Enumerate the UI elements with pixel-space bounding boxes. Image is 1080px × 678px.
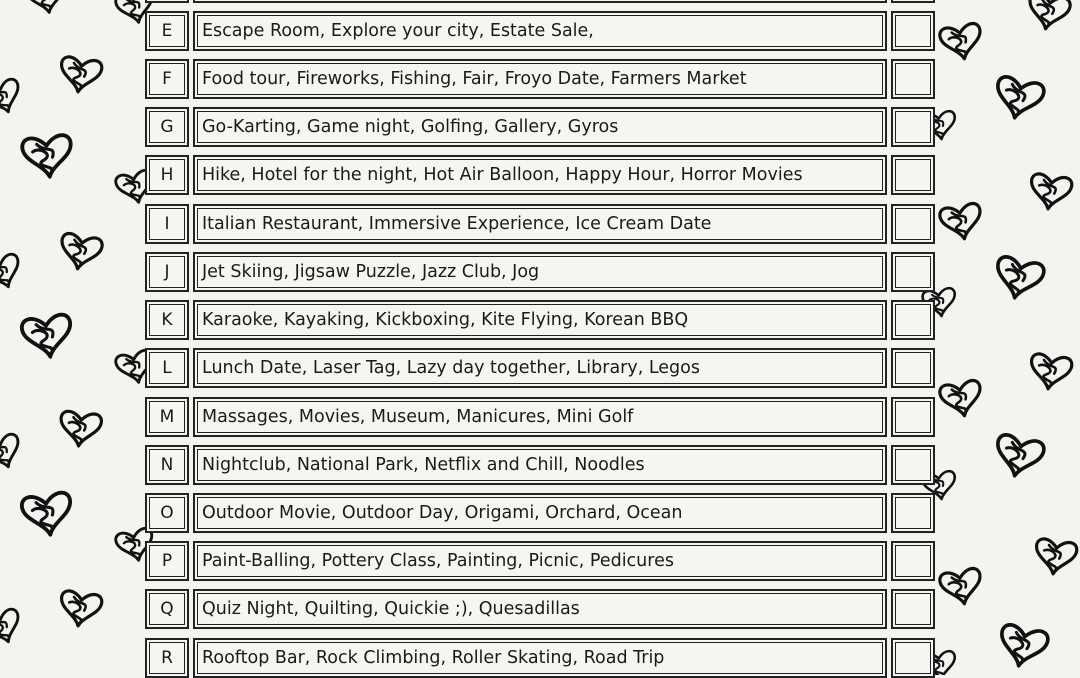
checkbox[interactable] — [891, 397, 935, 437]
list-row — [145, 541, 937, 585]
letter-cell: L — [145, 348, 189, 388]
letter-cell: M — [145, 397, 189, 437]
letter-cell — [145, 0, 189, 3]
ideas-cell: Food tour, Fireworks, Fishing, Fair, Froyo Date, Farmers Market — [193, 59, 887, 99]
letter-cell: N — [145, 445, 189, 485]
list-row — [145, 11, 937, 55]
letter-cell: I — [145, 204, 189, 244]
ideas-cell: Massages, Movies, Museum, Manicures, Mini Golf — [193, 397, 887, 437]
checkbox[interactable] — [891, 0, 935, 3]
letter-cell: Q — [145, 589, 189, 629]
ideas-cell: Outdoor Movie, Outdoor Day, Origami, Orchard, Ocean — [193, 493, 887, 533]
checkbox[interactable] — [891, 638, 935, 678]
list-row — [145, 107, 937, 151]
list-row — [145, 300, 937, 344]
ideas-cell: Go-Karting, Game night, Golfing, Gallery, Gyros — [193, 107, 887, 147]
checkbox[interactable] — [891, 155, 935, 195]
list-row — [145, 397, 937, 441]
letter-cell: J — [145, 252, 189, 292]
letter-cell: K — [145, 300, 189, 340]
list-row-partial — [145, 0, 937, 7]
checkbox[interactable] — [891, 59, 935, 99]
checkbox[interactable] — [891, 11, 935, 51]
letter-cell: G — [145, 107, 189, 147]
checkbox[interactable] — [891, 348, 935, 388]
ideas-cell: Rooftop Bar, Rock Climbing, Roller Skating, Road Trip — [193, 638, 887, 678]
letter-cell: E — [145, 11, 189, 51]
list-row — [145, 59, 937, 103]
letter-cell: F — [145, 59, 189, 99]
checkbox[interactable] — [891, 204, 935, 244]
ideas-cell: Quiz Night, Quilting, Quickie ;), Quesadillas — [193, 589, 887, 629]
list-row — [145, 204, 937, 248]
letter-cell: H — [145, 155, 189, 195]
checkbox[interactable] — [891, 445, 935, 485]
ideas-cell: Paint-Balling, Pottery Class, Painting, Picnic, Pedicures — [193, 541, 887, 581]
list-row — [145, 493, 937, 537]
ideas-cell: Karaoke, Kayaking, Kickboxing, Kite Flying, Korean BBQ — [193, 300, 887, 340]
ideas-cell: Nightclub, National Park, Netflix and Chill, Noodles — [193, 445, 887, 485]
list-row — [145, 445, 937, 489]
checkbox[interactable] — [891, 493, 935, 533]
ideas-cell — [193, 0, 887, 3]
checkbox[interactable] — [891, 541, 935, 581]
list-row — [145, 589, 937, 633]
checkbox[interactable] — [891, 300, 935, 340]
list-row — [145, 638, 937, 675]
checkbox[interactable] — [891, 107, 935, 147]
list-row — [145, 252, 937, 296]
ideas-cell: Italian Restaurant, Immersive Experience, Ice Cream Date — [193, 204, 887, 244]
letter-cell: O — [145, 493, 189, 533]
checkbox[interactable] — [891, 252, 935, 292]
checkbox[interactable] — [891, 589, 935, 629]
ideas-cell: Hike, Hotel for the night, Hot Air Balloon, Happy Hour, Horror Movies — [193, 155, 887, 195]
list-row — [145, 155, 937, 199]
ideas-cell: Lunch Date, Laser Tag, Lazy day together, Library, Legos — [193, 348, 887, 388]
ideas-cell: Escape Room, Explore your city, Estate Sale, — [193, 11, 887, 51]
ideas-cell: Jet Skiing, Jigsaw Puzzle, Jazz Club, Jog — [193, 252, 887, 292]
letter-cell: R — [145, 638, 189, 678]
list-row — [145, 348, 937, 392]
letter-cell: P — [145, 541, 189, 581]
